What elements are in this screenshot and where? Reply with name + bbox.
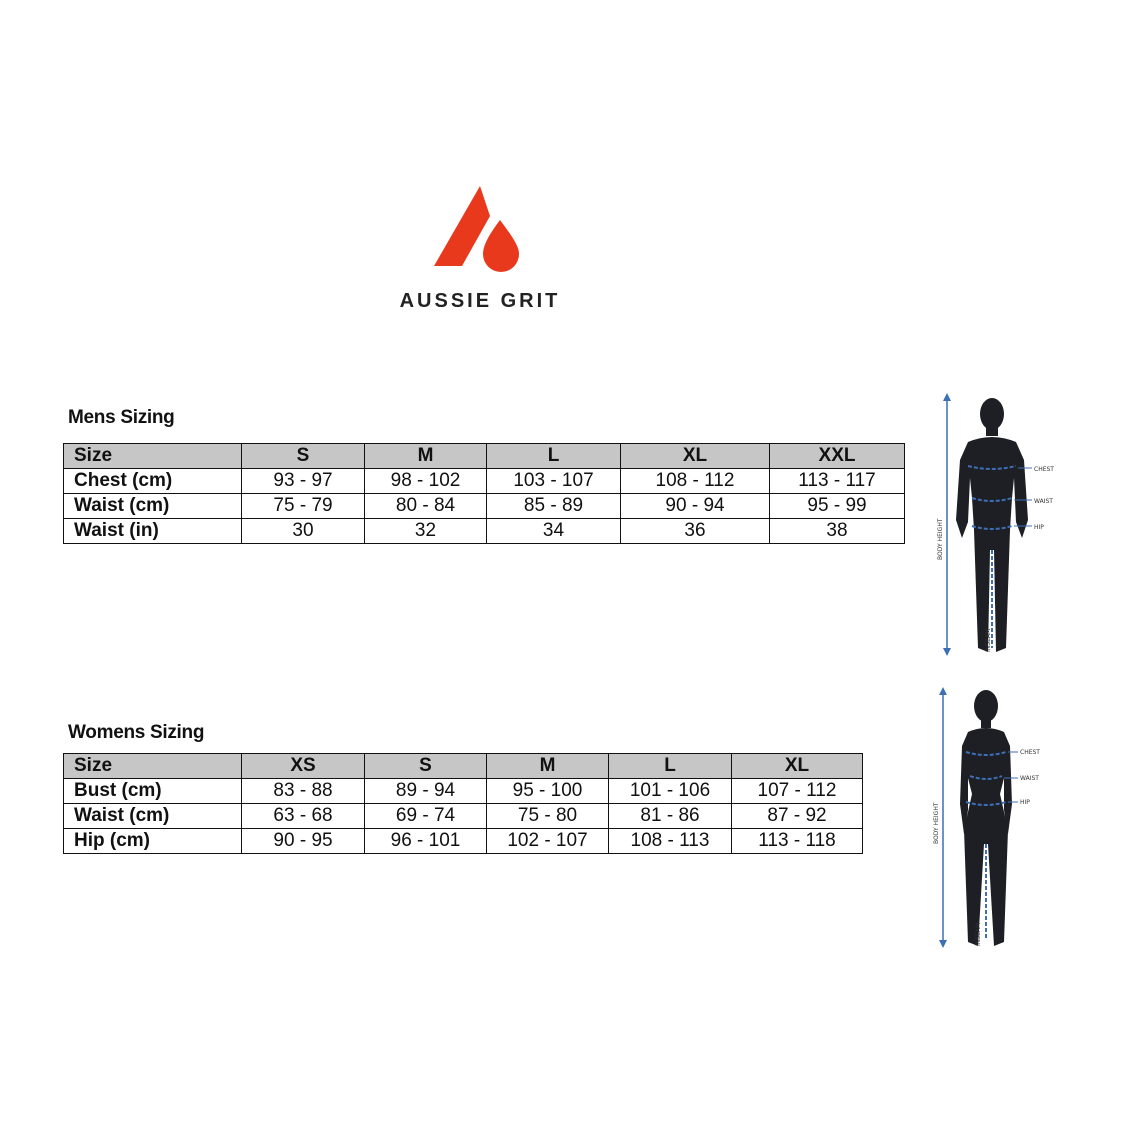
header-cell: XL <box>621 444 770 469</box>
table-cell: 81 - 86 <box>609 804 732 829</box>
header-cell: M <box>487 754 609 779</box>
table-cell: 101 - 106 <box>609 779 732 804</box>
table-cell: 38 <box>770 519 905 544</box>
table-cell: 103 - 107 <box>487 469 621 494</box>
table-cell: 108 - 113 <box>609 829 732 854</box>
table-cell: 93 - 97 <box>242 469 365 494</box>
table-cell: 89 - 94 <box>365 779 487 804</box>
header-cell: L <box>487 444 621 469</box>
womens-size-table <box>63 753 863 854</box>
chest-label: CHEST <box>1034 466 1054 473</box>
table-row <box>64 469 905 494</box>
aussie-grit-logo-icon <box>428 186 528 281</box>
table-cell: 107 - 112 <box>732 779 863 804</box>
row-label: Waist (in) <box>64 519 242 544</box>
mens-sizing-title: Mens Sizing <box>68 407 175 428</box>
male-body-silhouette-icon <box>928 390 1068 660</box>
table-row <box>64 779 863 804</box>
row-label: Bust (cm) <box>64 779 242 804</box>
row-label: Hip (cm) <box>64 829 242 854</box>
table-row <box>64 804 863 829</box>
header-cell: Size <box>64 754 242 779</box>
waist-label: WAIST <box>1034 498 1053 505</box>
womens-sizing-title: Womens Sizing <box>68 722 205 743</box>
table-cell: 90 - 95 <box>242 829 365 854</box>
header-cell: XXL <box>770 444 905 469</box>
table-cell: 30 <box>242 519 365 544</box>
table-cell: 63 - 68 <box>242 804 365 829</box>
table-cell: 90 - 94 <box>621 494 770 519</box>
female-body-silhouette-icon <box>924 684 1064 954</box>
hip-label: HIP <box>1020 799 1030 806</box>
header-cell: S <box>365 754 487 779</box>
table-cell: 85 - 89 <box>487 494 621 519</box>
header-cell: XL <box>732 754 863 779</box>
header-cell: M <box>365 444 487 469</box>
row-label: Waist (cm) <box>64 804 242 829</box>
table-cell: 102 - 107 <box>487 829 609 854</box>
table-cell: 113 - 118 <box>732 829 863 854</box>
header-cell: Size <box>64 444 242 469</box>
table-cell: 69 - 74 <box>365 804 487 829</box>
table-row <box>64 829 863 854</box>
table-cell: 34 <box>487 519 621 544</box>
table-header-row <box>64 444 905 469</box>
table-cell: 95 - 99 <box>770 494 905 519</box>
mens-size-table <box>63 443 905 544</box>
female-measurement-figure <box>924 684 1064 959</box>
waist-label: WAIST <box>1020 775 1039 782</box>
header-cell: S <box>242 444 365 469</box>
inseam-label: INSEAM <box>985 628 992 652</box>
male-measurement-figure <box>928 390 1068 665</box>
table-cell: 87 - 92 <box>732 804 863 829</box>
body-height-label: BODY HEIGHT <box>933 802 940 844</box>
row-label: Chest (cm) <box>64 469 242 494</box>
brand-name: AUSSIE GRIT <box>399 290 561 312</box>
table-cell: 108 - 112 <box>621 469 770 494</box>
row-label: Waist (cm) <box>64 494 242 519</box>
table-cell: 36 <box>621 519 770 544</box>
table-header-row <box>64 754 863 779</box>
inseam-label: INSEAM <box>975 922 982 946</box>
header-cell: XS <box>242 754 365 779</box>
hip-label: HIP <box>1034 524 1044 531</box>
table-cell: 98 - 102 <box>365 469 487 494</box>
table-cell: 75 - 79 <box>242 494 365 519</box>
table-cell: 113 - 117 <box>770 469 905 494</box>
table-cell: 83 - 88 <box>242 779 365 804</box>
table-cell: 95 - 100 <box>487 779 609 804</box>
table-cell: 75 - 80 <box>487 804 609 829</box>
body-height-label: BODY HEIGHT <box>937 518 944 560</box>
table-row <box>64 519 905 544</box>
header-cell: L <box>609 754 732 779</box>
chest-label: CHEST <box>1020 749 1040 756</box>
table-cell: 80 - 84 <box>365 494 487 519</box>
brand-logo <box>380 180 580 320</box>
table-cell: 32 <box>365 519 487 544</box>
table-cell: 96 - 101 <box>365 829 487 854</box>
table-row <box>64 494 905 519</box>
